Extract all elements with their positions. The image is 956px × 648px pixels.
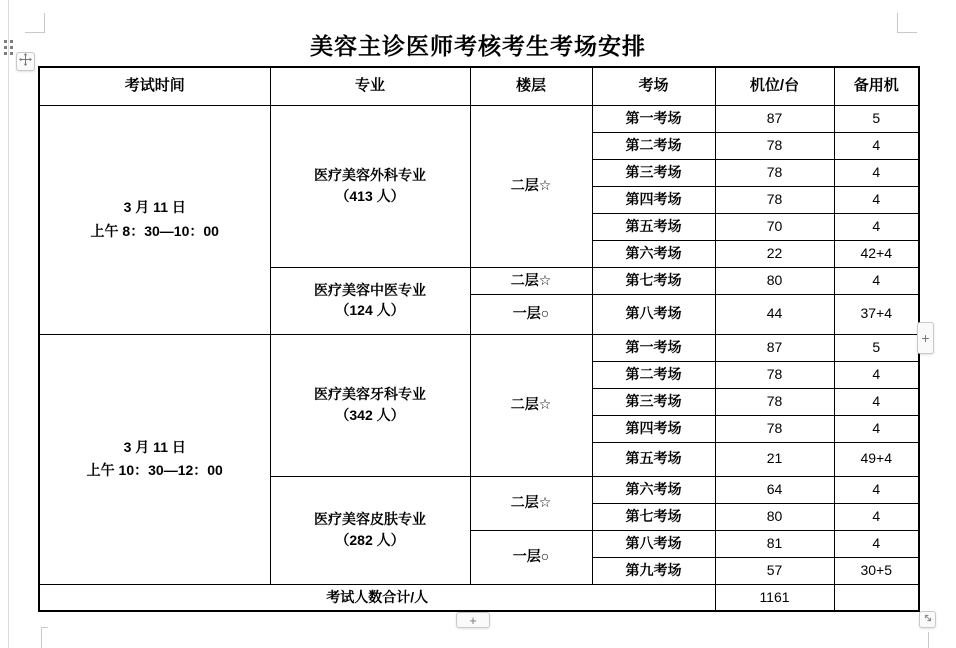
total-row — [39, 584, 919, 611]
header-room[interactable]: 考场 — [592, 67, 715, 105]
cell-seats[interactable]: 78 — [715, 132, 834, 159]
cell-exam-time[interactable] — [39, 105, 270, 334]
paragraph-drag-handle[interactable] — [4, 40, 14, 57]
cell-floor[interactable]: 一层○ — [470, 294, 592, 334]
cell-seats[interactable]: 78 — [715, 361, 834, 388]
cell-seats[interactable]: 21 — [715, 442, 834, 476]
cell-room[interactable]: 第一考场 — [592, 105, 715, 132]
page-title[interactable]: 美容主诊医师考核考生考场安排 — [310, 33, 646, 59]
cell-backup[interactable]: 4 — [834, 361, 919, 388]
cell-room[interactable]: 第五考场 — [592, 213, 715, 240]
cell-backup[interactable]: 4 — [834, 503, 919, 530]
header-seats[interactable]: 机位/台 — [715, 67, 834, 105]
cell-room[interactable]: 第六考场 — [592, 476, 715, 503]
cell-backup[interactable]: 37+4 — [834, 294, 919, 334]
cell-backup[interactable]: 4 — [834, 132, 919, 159]
resize-diagonal-icon — [922, 611, 934, 629]
cell-total-value[interactable]: 1161 — [715, 584, 834, 611]
cell-seats[interactable]: 78 — [715, 415, 834, 442]
cell-room[interactable]: 第三考场 — [592, 159, 715, 186]
cell-floor[interactable]: 一层○ — [470, 530, 592, 584]
cell-seats[interactable]: 78 — [715, 186, 834, 213]
table-resize-handle[interactable] — [919, 611, 936, 628]
cell-room[interactable]: 第八考场 — [592, 530, 715, 557]
header-specialty[interactable]: 专业 — [270, 67, 470, 105]
plus-icon: + — [469, 612, 477, 628]
cell-room[interactable]: 第八考场 — [592, 294, 715, 334]
specialty-name: 医疗美容外科专业 — [314, 167, 426, 183]
table-row — [39, 105, 919, 132]
exam-date: 3 月 11 日 — [123, 199, 186, 215]
cell-seats[interactable]: 80 — [715, 503, 834, 530]
cell-backup[interactable]: 4 — [834, 186, 919, 213]
specialty-count: （282 人） — [335, 531, 405, 548]
page-edge-line — [8, 0, 9, 648]
cell-seats[interactable]: 78 — [715, 159, 834, 186]
header-exam-time[interactable]: 考试时间 — [39, 67, 270, 105]
cell-backup[interactable]: 42+4 — [834, 240, 919, 267]
exam-schedule-table — [38, 66, 920, 612]
cell-total-label[interactable]: 考试人数合计/人 — [39, 584, 715, 611]
move-icon — [19, 53, 32, 71]
cell-seats[interactable]: 80 — [715, 267, 834, 294]
cell-floor[interactable]: 二层☆ — [470, 476, 592, 530]
cell-specialty[interactable] — [270, 105, 470, 267]
cell-seats[interactable]: 87 — [715, 334, 834, 361]
cell-room[interactable]: 第七考场 — [592, 503, 715, 530]
exam-hours: 上午 8：30—10：00 — [90, 222, 219, 239]
cell-seats[interactable]: 78 — [715, 388, 834, 415]
cell-specialty[interactable] — [270, 267, 470, 334]
cell-seats[interactable]: 22 — [715, 240, 834, 267]
margin-corner-mark-bottom-right — [928, 632, 929, 648]
cell-room[interactable]: 第四考场 — [592, 186, 715, 213]
cell-room[interactable]: 第四考场 — [592, 415, 715, 442]
cell-backup[interactable]: 4 — [834, 159, 919, 186]
cell-backup[interactable]: 49+4 — [834, 442, 919, 476]
exam-date: 3 月 11 日 — [123, 438, 186, 455]
cell-seats[interactable]: 57 — [715, 557, 834, 584]
cell-seats[interactable]: 44 — [715, 294, 834, 334]
cell-room[interactable]: 第九考场 — [592, 557, 715, 584]
margin-corner-mark-bottom-left — [41, 627, 42, 648]
cell-seats[interactable]: 81 — [715, 530, 834, 557]
cell-backup[interactable]: 4 — [834, 530, 919, 557]
table-row — [39, 334, 919, 361]
insert-row-button[interactable] — [917, 322, 934, 354]
cell-seats[interactable]: 87 — [715, 105, 834, 132]
specialty-count: （124 人） — [335, 302, 405, 318]
cell-floor[interactable]: 二层☆ — [470, 105, 592, 267]
margin-corner-mark-bottom-left — [41, 627, 48, 628]
specialty-name: 医疗美容牙科专业 — [314, 386, 426, 402]
cell-backup[interactable]: 4 — [834, 415, 919, 442]
specialty-name: 医疗美容皮肤专业 — [314, 511, 426, 527]
cell-room[interactable]: 第二考场 — [592, 361, 715, 388]
cell-room[interactable]: 第三考场 — [592, 388, 715, 415]
cell-room[interactable]: 第一考场 — [592, 334, 715, 361]
header-floor[interactable]: 楼层 — [470, 67, 592, 105]
cell-backup[interactable]: 5 — [834, 334, 919, 361]
cell-room[interactable]: 第六考场 — [592, 240, 715, 267]
cell-exam-time[interactable] — [39, 334, 270, 584]
insert-column-button[interactable] — [456, 612, 490, 628]
header-row — [39, 67, 919, 105]
cell-total-backup-empty[interactable] — [834, 584, 919, 611]
specialty-count: （413 人） — [335, 187, 405, 204]
cell-backup[interactable]: 4 — [834, 476, 919, 503]
cell-floor[interactable]: 二层☆ — [470, 267, 592, 294]
cell-backup[interactable]: 30+5 — [834, 557, 919, 584]
cell-backup[interactable]: 4 — [834, 267, 919, 294]
exam-hours: 上午 10：30—12：00 — [86, 462, 223, 478]
cell-room[interactable]: 第七考场 — [592, 267, 715, 294]
table-move-handle[interactable] — [16, 52, 35, 71]
cell-backup[interactable]: 4 — [834, 388, 919, 415]
cell-floor[interactable]: 二层☆ — [470, 334, 592, 476]
cell-backup[interactable]: 4 — [834, 213, 919, 240]
specialty-count: （342 人） — [335, 406, 405, 423]
plus-icon: + — [921, 330, 930, 346]
cell-specialty[interactable] — [270, 334, 470, 476]
cell-room[interactable]: 第五考场 — [592, 442, 715, 476]
cell-seats[interactable]: 70 — [715, 213, 834, 240]
header-backup[interactable]: 备用机 — [834, 67, 919, 105]
cell-room[interactable]: 第二考场 — [592, 132, 715, 159]
cell-backup[interactable]: 5 — [834, 105, 919, 132]
cell-seats[interactable]: 64 — [715, 476, 834, 503]
cell-specialty[interactable] — [270, 476, 470, 584]
specialty-name: 医疗美容中医专业 — [314, 281, 426, 298]
